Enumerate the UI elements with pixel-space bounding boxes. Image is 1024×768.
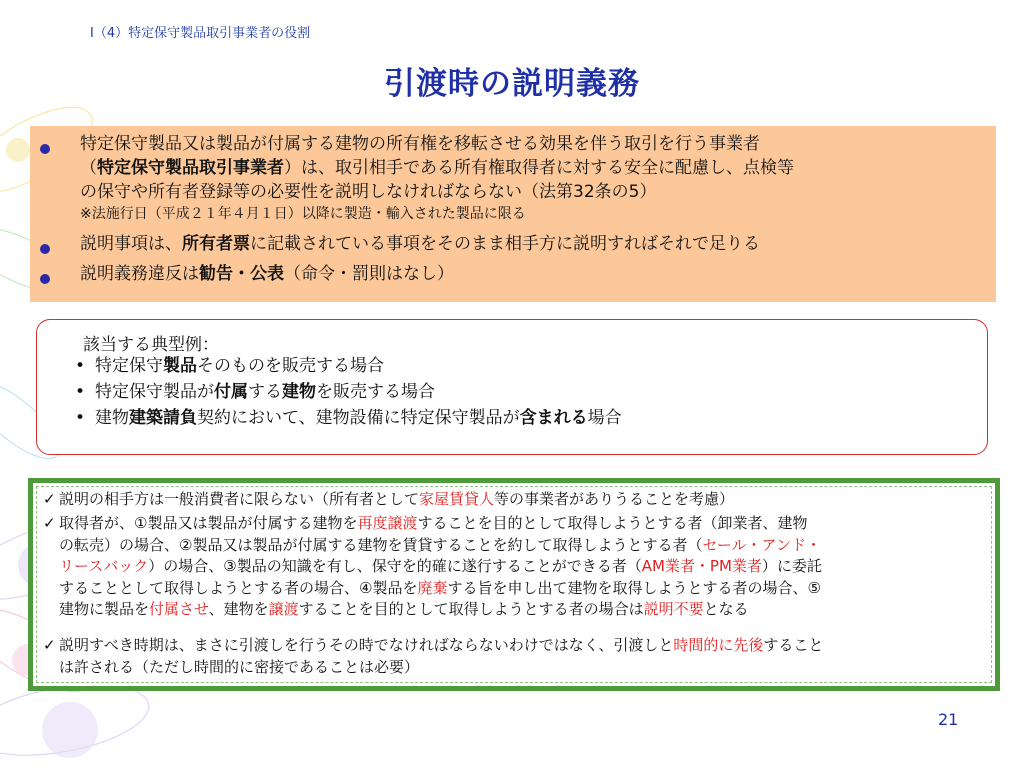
- bold-term-operator: 特定保守製品取引事業者: [97, 158, 284, 178]
- bullet-text-3: 説明義務違反は勧告・公表（命令・罰則はなし）: [80, 264, 454, 284]
- note-item-3: ✓ 説明すべき時期は、まさに引渡しを行うその時でなければならないわけではなく、引渡しと時間的に先後すること は許される（ただし時間的に密接であることは必要）: [43, 636, 824, 676]
- checkmark-icon: ✓: [43, 514, 56, 532]
- examples-heading: 該当する典型例：: [83, 335, 219, 355]
- examples-box: [36, 319, 988, 455]
- bullet-dot-icon: [40, 244, 50, 254]
- bold-term-penalty: 勧告・公表: [199, 264, 284, 284]
- breadcrumb: Ⅰ（4）特定保守製品取引事業者の役割: [90, 26, 311, 41]
- bullet-marker-icon: •: [75, 382, 86, 402]
- note-item-1: ✓ 説明の相手方は一般消費者に限らない（所有者として家屋賃貸人等の事業者がありうることを考慮）: [43, 489, 983, 511]
- page-title: 引渡時の説明義務: [384, 66, 640, 102]
- bullet-dot-icon: [40, 144, 50, 154]
- summary-box: [30, 126, 996, 302]
- notes-box: [28, 478, 1000, 691]
- bullet-marker-icon: •: [75, 356, 86, 376]
- checkmark-icon: ✓: [43, 490, 56, 508]
- example-item-3: • 建物建築請負契約において、建物設備に特定保守製品が含まれる場合: [75, 408, 622, 428]
- bullet-text-1: 特定保守製品又は製品が付属する建物の所有権を移転させる効果を伴う取引を行う事業者 （特定保守製品取引事業者）は、取引相手である所有権取得者に対する安全に配慮し、点検等 の保守や所有者登録等の必要性を説明しなければならない（法第32条の5） ※法施行日（平成２１年４月１日）以降に製造・輸入された製品に限る: [80, 132, 980, 224]
- footnote: ※法施行日（平成２１年４月１日）以降に製造・輸入された製品に限る: [80, 206, 526, 222]
- example-item-1: • 特定保守製品そのものを販売する場合: [75, 356, 384, 376]
- example-item-2: • 特定保守製品が付属する建物を販売する場合: [75, 382, 435, 402]
- bullet-dot-icon: [40, 274, 50, 284]
- note-item-2: ✓ 取得者が、①製品又は製品が付属する建物を再度譲渡することを目的として取得しようとする者（卸業者、建物 の転売）の場合、②製品又は製品が付属する建物を賃貸することを約して取得しようとする者（セール・アンド・ リースバック）の場合、③製品の知識を有し、保守を的確に遂行することができる者（AM業者・PM業者）に委託 することとして取得しようとする者の場合、④製品を廃棄する旨を申し出て建物を取得しようとする者の場合、⑤ 建物に製品を付属させ、建物を譲渡することを目的として取得しようとする者の場合は説明不要となる: [43, 514, 822, 618]
- bullet-text-2: 説明事項は、所有者票に記載されている事項をそのまま相手方に説明すればそれで足りる: [80, 234, 760, 254]
- bold-term-owner-form: 所有者票: [182, 234, 250, 254]
- checkmark-icon: ✓: [43, 636, 56, 654]
- page-number: 21: [938, 710, 959, 729]
- bullet-marker-icon: •: [75, 408, 86, 428]
